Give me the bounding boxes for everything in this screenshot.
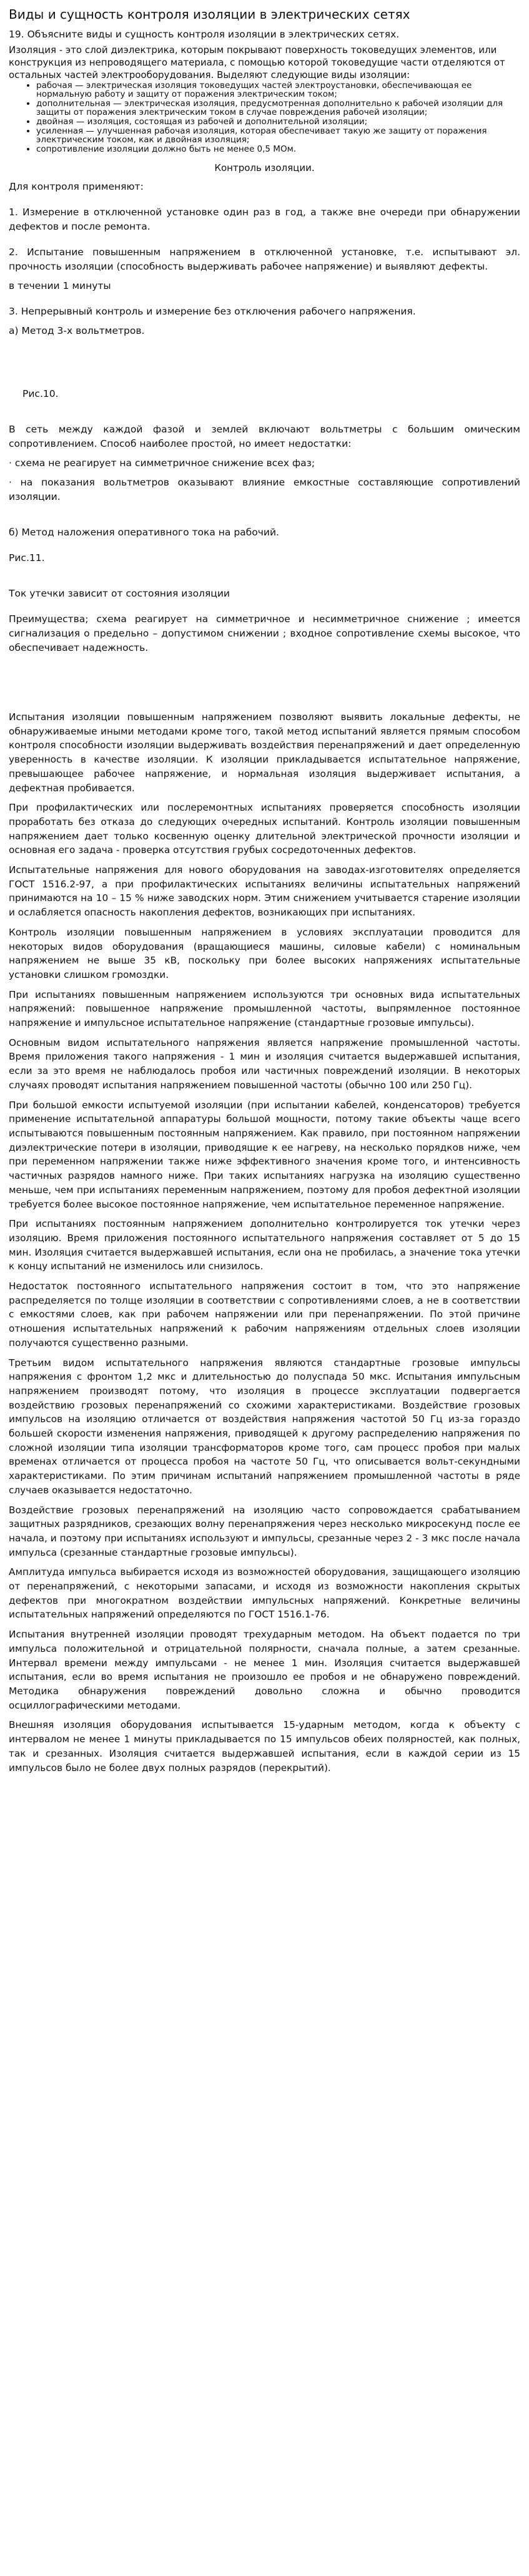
- body-paragraph: При испытаниях постоянным напряжением дополнительно контролируется ток утечки через изоляцию. Время приложения постоянного испытательного напряжения составляет от 5 до 15 мин. Изоляция считается выдержавшей испытания, если она не пробилась, а значение тока утечки к концу испытаний не изменилось или снизилось.: [9, 1218, 520, 1272]
- list-item: • двойная — изоляция, состоящая из рабочей и дополнительной изоляции;: [36, 117, 520, 126]
- method-2-duration: в течении 1 минуты: [9, 280, 111, 291]
- page-title: Виды и сущность контроля изоляции в электрических сетях: [9, 7, 410, 22]
- body-paragraph: Третьим видом испытательного напряжения являются стандартные грозовые импульсы напряжения с фронтом 1,2 мкс и длительностью до полуспада 50 мкс. Испытания импульсным напряжением производят потому, что изоляция в процессе эксплуатации подвергается воздействию грозовых перенапряжений со схожими характеристиками. Воздействие грозовых импульсов на изоляцию отличается от воздействия напряжения частотой 50 Гц из-за гораздо большей скорости изменения напряжения, приводящей к другому распределению напряжения по сложной изоляции типа изоляции трансформаторов кроме того, сам процесс пробоя при малых временах отличается от процесса пробоя на частоте 50 Гц, что описывается вольт-секундными характеристиками. По этим причинам испытаний напряжением промышленной частоты в ряде случаев оказывается недостаточно.: [9, 1357, 520, 1496]
- figure-caption-10: Рис.10.: [22, 388, 59, 399]
- body-paragraph: При профилактических или послеремонтных испытаниях проверяется способность изоляции проработать без отказа до следующих очередных испытаний. Контроль изоляции повышенным напряжением дает только косвенную оценку длительной электрической прочности изоляции и основная его задача - проверка отсутствия грубых сосредоточенных дефектов.: [9, 802, 520, 856]
- body-paragraph: Испытания внутренней изоляции проводят трехударным методом. На объект подается по три импульса положительной и отрицательной полярности, сначала полные, а затем срезанные. Интервал времени между импульсами - не менее 1 мин. Изоляция считается выдержавшей испытания, если во время испытания не произошло ее пробоя и не обнаружено повреждений. Методика обнаружения повреждений довольно сложна и обычно проводится осциллографическими методами.: [9, 1629, 520, 1711]
- advantages-paragraph: Преимущества; схема реагирует на симметричное и несимметричное снижение ; имеется сигнализация о предельно – допустимом снижении ; входное сопротивление схемы высокое, что обеспечивает надежность.: [9, 613, 520, 653]
- method-b-heading: б) Метод наложения оперативного тока на рабочий.: [9, 527, 279, 538]
- body-paragraph: Внешняя изоляция оборудования испытывается 15-ударным методом, когда к объекту с интервалом не менее 1 минуты прикладывается по 15 импульсов обеих полярностей, как полных, так и срезанных. Изоляция считается выдержавшей испытания, если в каждой серии из 15 импульсов было не более двух полных разрядов (перекрытий).: [9, 1719, 520, 1773]
- list-item: • дополнительная — электрическая изоляция, предусмотренная дополнительно к рабочей изоляции для защиты от поражения электрическим током в случае повреждения рабочей изоляции;: [36, 99, 520, 117]
- method-1: 1. Измерение в отключенной установке один раз в год, а также вне очереди при обнаружении дефектов и после ремонта.: [9, 207, 520, 232]
- list-item: • рабочая — электрическая изоляция токоведущих частей электроустановки, обеспечивающая ее нормальную работу и защиту от поражения электрическим током;: [36, 81, 520, 99]
- drawback-1: · схема не реагирует на симметричное снижение всех фаз;: [9, 457, 315, 469]
- drawback-2: · на показания вольтметров оказывают влияние емкостные составляющие сопротивлений изоляции.: [9, 477, 520, 502]
- body-paragraph: Контроль изоляции повышенным напряжением в условиях эксплуатации проводится для некоторых видов оборудования (вращающиеся машины, силовые кабели) с номинальным напряжением не выше 35 кВ, поскольку при более высоких напряжениях испытательные установки слишком громоздки.: [9, 926, 520, 980]
- body-paragraph: Недостаток постоянного испытательного напряжения состоит в том, что это напряжение распределяется по толще изоляции в соответствии с сопротивлениями слоев, а не в соответствии с емкостями слоев, как при рабочем напряжении или при перенапряжении. По этой причине отношения испытательных напряжений к рабочим напряжениям отдельных слоев изоляции получаются существенно разными.: [9, 1281, 520, 1349]
- body-paragraph: Испытания изоляции повышенным напряжением позволяют выявить локальные дефекты, не обнаруживаемые иными методами кроме того, такой метод испытаний является прямым способом контроля способности изоляции выдерживать воздействия перенапряжений и дает определенную уверенность в качестве изоляции. К изоляции прикладывается испытательное напряжение, превышающее рабочее напряжение, и нормальная изоляция выдерживает испытания, а дефектная пробивается.: [9, 711, 520, 794]
- method-a-heading: а) Метод 3-х вольтметров.: [9, 325, 145, 336]
- body-paragraph: При большой емкости испытуемой изоляции (при испытании кабелей, конденсаторов) требуется применение испытательной аппаратуры большой мощности, потому такие объекты чаще всего испытываются повышенным постоянным напряжением. Как правило, при постоянном напряжении диэлектрические потери в изоляции, приводящие к ее нагреву, на несколько порядков ниже, чем при переменном напряжении также ниже эффективного значения кроме того, и интенсивность частичных разрядов намного ниже. При таких испытаниях нагрузка на изоляцию существенно меньше, чем при испытаниях переменным напряжением, поэтому для пробоя дефектной изоляции требуется более высокое постоянное напряжение, чем испытательное переменное напряжение.: [9, 1099, 520, 1210]
- body-paragraph: При испытаниях повышенным напряжением используются три основных вида испытательных напряжений: повышенное напряжение промышленной частоты, выпрямленное постоянное напряжение и импульсное испытательное напряжение (стандартные грозовые импульсы).: [9, 988, 520, 1029]
- method-3: 3. Непрерывный контроль и измерение без отключения рабочего напряжения.: [9, 306, 416, 317]
- body-paragraph: Амплитуда импульса выбирается исходя из возможностей оборудования, защищающего изоляцию от перенапряжений, с некоторыми запасами, и исходя из возможности накопления скрытых дефектов при многократном воздействии импульсных напряжений. Конкретные величины испытательных напряжений определяются по ГОСТ 1516.1-76.: [9, 1566, 520, 1621]
- question-text: 19. Объясните виды и сущность контроля изоляции в электрических сетях.: [9, 29, 400, 40]
- leak-current-note: Ток утечки зависит от состояния изоляции: [9, 588, 230, 599]
- section-heading: Контроль изоляции.: [214, 162, 315, 173]
- body-paragraph: Испытательные напряжения для нового оборудования на заводах-изготовителях определяется ГОСТ 1516.2-97, а при профилактических испытаниях величины испытательных напряжений принимаются на 10 – 15 % ниже заводских норм. Этим снижением учитывается старение изоляции и ослабляется опасность накопления дефектов, возникающих при испытаниях.: [9, 864, 520, 919]
- voltmeters-paragraph: В сеть между каждой фазой и землей включают вольтметры с большим омическим сопротивлением. Способ наиболее простой, но имеет недостатки:: [9, 424, 520, 449]
- method-2: 2. Испытание повышенным напряжением в отключенной установке, т.е. испытывают эл. прочность изоляции (способность выдерживать рабочее напряжение) и выявляют дефекты.: [9, 246, 520, 272]
- control-intro: Для контроля применяют:: [9, 181, 144, 192]
- list-item: • усиленная — улучшенная рабочая изоляция, которая обеспечивает такую же защиту от поражения электрическим током, как и двойная изоляция;: [36, 127, 520, 144]
- list-item: • сопротивление изоляции должно быть не менее 0,5 МОм.: [36, 145, 520, 154]
- body-paragraph: Воздействие грозовых перенапряжений на изоляцию часто сопровождается срабатыванием защитных разрядников, срезающих волну перенапряжения через несколько микросекунд после ее начала, и поэтому при испытаниях используют и импульсы, срезанные через 2 - 3 мкс после начала импульса (срезанные стандартные грозовые импульсы).: [9, 1504, 520, 1558]
- body-paragraph: Основным видом испытательного напряжения является напряжение промышленной частоты. Время приложения такого напряжения - 1 мин и изоляция считается выдержавшей испытания, если за это время не наблюдалось пробоя или частичных повреждений изоляции. В некоторых случаях проводят испытания напряжением повышенной частоты (обычно 100 или 250 Гц).: [9, 1037, 520, 1091]
- intro-paragraph: Изоляция - это слой диэлектрика, которым покрывают поверхность токоведущих элементов, или конструкция из непроводящего материала, с помощью которой токоведущие части отделяются от остальных частей электрооборудования. Выделяют следующие виды изоляции:: [9, 44, 505, 80]
- insulation-types-list: [9, 81, 520, 154]
- figure-caption-11: Рис.11.: [9, 552, 45, 564]
